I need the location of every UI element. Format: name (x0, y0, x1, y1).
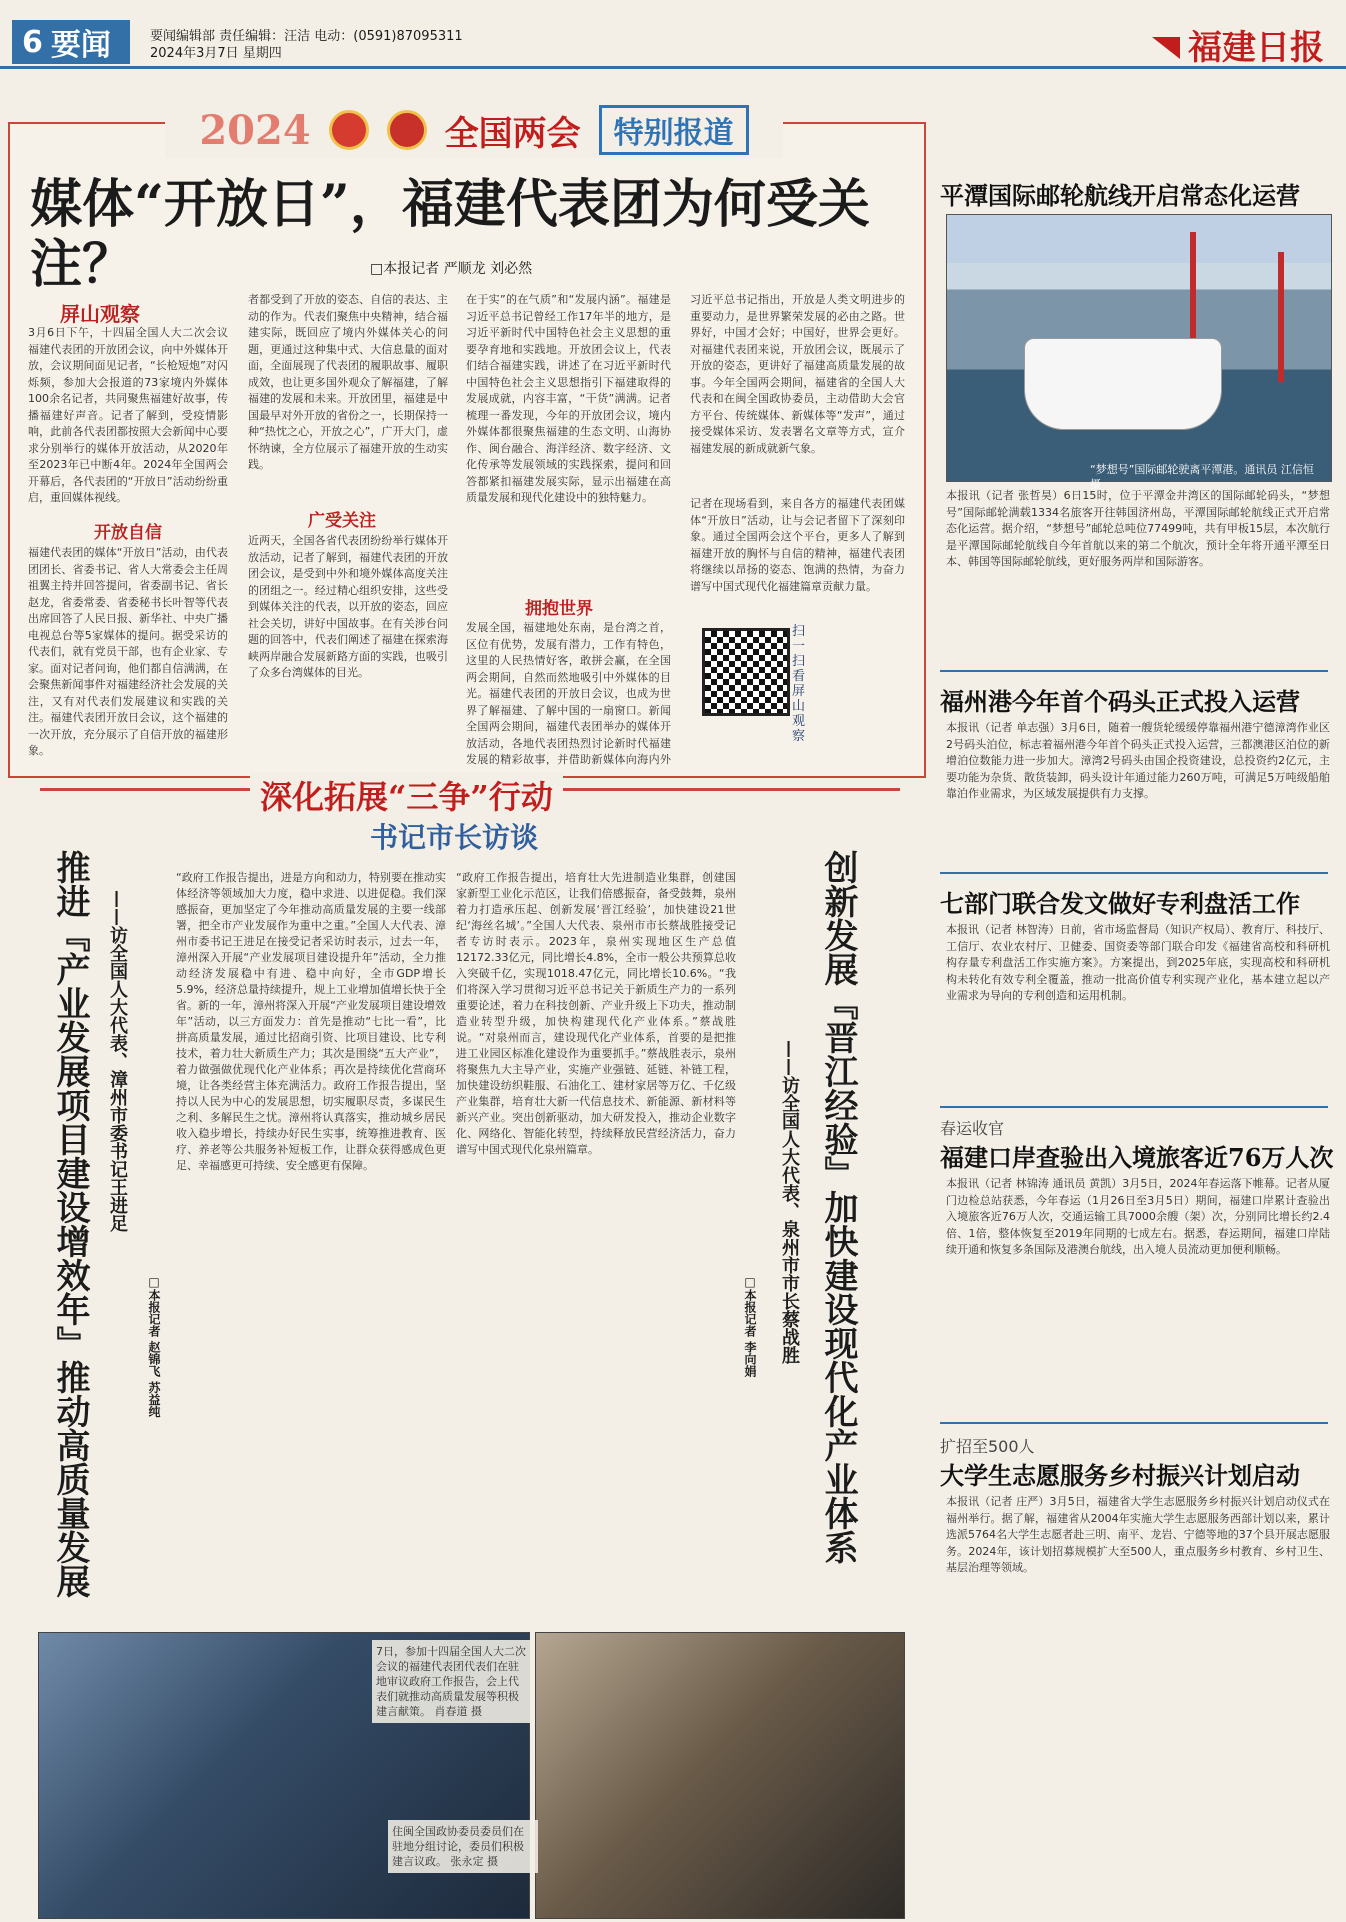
rule-4 (940, 1422, 1328, 1424)
story5-body: 本报讯（记者 庄严）3月5日，福建省大学生志愿服务乡村振兴计划启动仪式在福州举行。据了解，福建省从2004年实施大学生志愿服务西部计划以来，累计选派5764名大学生志愿者赴三明、南平、龙岩、宁德等地的37个县开展志愿服务。2024年，该计划招募规模扩大至500人，重点服务乡村教育、乡村卫生、基层治理等领域。 (946, 1495, 1330, 1574)
qr-caption: 扫一扫 看屏山观察 (792, 624, 806, 744)
zhangzhou-subtitle: ——访全国人大代表、漳州市委书记王进足 (107, 890, 128, 1232)
newspaper-logo (1152, 20, 1324, 69)
story4-kicker: 春运收官 (940, 1119, 1005, 1138)
lead-col3: 在于实”的在气质”和“发展内涵”。福建是习近平总书记曾经工作17年半的地方，是习近平新时代中国特色社会主义思想的重要孕育地和实践地。开放团会议上，代表们结合福建实践，讲述了在习近平新时代中国特色社会主义思想指引下福建取得的发展成就，内容丰富，“干货”满满。记者梳理一番发现，今年的开放团会议，境内外媒体都很聚焦福建的生态文明、山海协作、闽台融合、海洋经济、数字经济、文化传承等发展领域的实践探索，提问和回答都紧扣福建发展实际，显示出福建在高质量发展和现代化建设中的独特魅力。 (466, 293, 671, 504)
banner-title: 全国两会 (444, 113, 581, 154)
date-line: 2024年3月7日 星期四 (150, 46, 282, 61)
special-report-banner (165, 102, 783, 158)
lead-col1b: 福建代表团的媒体“开放日”活动，由代表团团长、省委书记、省人大常委会主任周祖翼主持并回答提问，省委副书记、省长赵龙，省委常委、省委秘书长叶智等代表出席回答了人民日报、新华社、中央广播电视总台等5家媒体的提问。据受采访的代表们，就有党员干部，也有企业家、专家。面对记者问询，他们都自信满满，在会聚焦新闻事件对福建经济社会发展的关注，又有对代表们发展建议和实践的关注。福建代表团开放日会议，这个福建的一次开放，充分展示了自信开放的福建形象。 (28, 546, 228, 757)
banner-year: 2024 (199, 106, 311, 154)
story5-title: 大学生志愿服务乡村振兴计划启动 (940, 1461, 1300, 1490)
lead-col4b: 记者在现场看到，来自各方的福建代表团媒体“开放日”活动，让与会记者留下了深刻印象。通过全国两会这个平台，更多人了解到福建开放的胸怀与自信的精神，福建代表团将继续以昂扬的姿态、饱满的热情，为奋力谱写中国式现代化福建篇章贡献力量。 (690, 497, 905, 593)
story4-title: 福建口岸查验出入境旅客近76万人次 (940, 1143, 1334, 1172)
page-section-label (12, 20, 130, 64)
lead-headline: 媒体“开放日”，福建代表团为何受关注？ (30, 174, 870, 295)
page-number: 6 (22, 24, 43, 60)
story5-kicker: 扩招至500人 (940, 1437, 1035, 1456)
story1-photo-caption: “梦想号”国际邮轮驶离平潭港。通讯员 江信恒 摄 (1090, 463, 1314, 491)
rule-2 (940, 872, 1328, 874)
story1-body: 本报讯（记者 张哲昊）6日15时，位于平潭金井湾区的国际邮轮码头，“梦想号”国际邮轮满载1334名旅客开往韩国济州岛，平潭国际邮轮航线正式开启常态化运营。据介绍，“梦想号”邮轮总吨位77499吨，共有甲板15层，本次航行是平潭国际邮轮航线自今年首航以来的第二个航次，预计全年将开通平潭至日本、韩国等国际邮轮航线，更好服务两岸和国际游客。 (946, 489, 1330, 568)
quanzhou-byline: □本报记者 李向娟 (743, 1275, 757, 1378)
logo-triangle-icon (1152, 37, 1180, 59)
crane-shape-2 (1278, 252, 1284, 382)
story4-body: 本报讯（记者 林锦涛 通讯员 黄凯）3月5日，2024年春运落下帷幕。记者从厦门边检总站获悉，今年春运（1月26日至3月5日）期间，福建口岸累计查验出入境旅客近76万人次，交通运输工具7000余艘（架）次，分别同比增长约2.4倍、1倍，整体恢复至2019年同期的七成左右。据悉，春运期间，福建口岸陆续开通和恢复多条国际及港澳台航线，出入境人员流动更加便利顺畅。 (946, 1177, 1330, 1256)
rule-3 (940, 1106, 1328, 1108)
story3-title: 七部门联合发文做好专利盘活工作 (940, 889, 1300, 918)
zhangzhou-title: 推进『产业发展项目建设增效年』推动高质量发展 (50, 850, 90, 1598)
cruise-ship-shape (1024, 338, 1222, 430)
zhangzhou-body: “政府工作报告提出，进是方向和动力，特别要在推动实体经济等领域加大力度，稳中求进、以进促稳。我们深感振奋，更加坚定了今年推动高质量发展的主要一线部署，把全市产业发展作为重中之重。”全国人大代表、漳州市委书记王进足在接受记者采访时表示，过去一年，漳州深入开展“产业发展项目建设提升年”活动，全力推动经济发展稳中有进、稳中向好，全市GDP增长5.9%，经济总量持续提升，规上工业增加值增长快于全省。新的一年，漳州将深入开展“产业发展项目建设增效年”活动，以三方面发力：首先是推动“七比一看”，比拼高质量发展，通过比招商引资、比项目建设、比专利技术，着力壮大新质生产力；其次是围绕“五大产业”，着力做强做优现代化产业体系；再次是持续优化营商环境，让各类经营主体充满活力。政府工作报告提出，坚持以人民为中心的发展思想，切实履职尽责，多谋民生之利、多解民生之忧。漳州将认真落实，推动城乡居民收入稳步增长，持续办好民生实事，统筹推进教育、医疗、养老等公共服务补短板工作，让群众获得感成色更足、幸福感更可持续、安全感更有保障。 (176, 871, 446, 1172)
section-tag-attention: 广受关注 (308, 511, 376, 531)
lead-col4: 习近平总书记指出，开放是人类文明进步的重要动力，是世界繁荣发展的必由之路。世界好，中国才会好；中国好，世界会更好。对福建代表团来说，开放团会议，既展示了开放的姿态，更讲好了福建高质量发展的故事。今年全国两会期间，福建省的全国人大代表和在闽全国政协委员，主动借助大会官方平台、传统媒体、新媒体等“发声”，通过接受媒体采访、发表署名文章等方式，宣介福建发展的新成就新气象。 (690, 293, 905, 455)
zhangzhou-byline: □本报记者 赵锦飞 苏益纯 (147, 1275, 161, 1418)
lead-col2: 者都受到了开放的姿态、自信的表达、主动的作为。代表们聚焦中央精神，结合福建实际，既回应了境内外媒体关心的问题，更通过这种集中式、大信息量的面对面，全面展现了代表团的履职故事、履职成效，也让更多国外观众了解福建，了解福建的发展和未来。开放团里，福建是中国最早对外开放的省份之一，长期保持一种“热忱之心，开放之心”，广开大门，虚怀纳谏，全方位展示了福建开放的生动实践。 (248, 293, 448, 471)
section-tag-confidence: 开放自信 (94, 523, 162, 543)
lead-byline: □本报记者 严顺龙 刘必然 (370, 261, 533, 277)
lead-col2b: 近两天，全国各省代表团纷纷举行媒体开放活动，记者了解到，福建代表团的开放团会议，是受到中外和境外媒体高度关注的团组之一。经过精心组织安排，这些受到媒体关注的代表，以开放的姿态，回应社会关切，讲好中国故事。在有关涉台问题的回答中，代表们阐述了福建在探索海峡两岸融合发展新路方面的实践，也吸引了众多台湾媒体的目光。 (248, 534, 448, 679)
quanzhou-body: “政府工作报告提出，培育壮大先进制造业集群，创建国家新型工业化示范区，让我们倍感振奋，备受鼓舞，泉州着力打造承压起、创新发展‘晋江经验’，加快建设21世纪‘海丝名城’。”全国人大代表、泉州市市长蔡战胜接受记者专访时表示。2023年，泉州实现地区生产总值12172.33亿元，同比增长4.8%，全市一般公共预算总收入突破千亿，实现1018.47亿元，同比增长10.6%。“我们将深入学习贯彻习近平总书记关于新质生产力的一系列重要论述，着力在科技创新、产业升级上下功夫，推动制造业转型升级，加快构建现代化产业体系。”蔡战胜说。“对泉州而言，建设现代化产业体系，首要的是把推进工业园区标准化建设作为重要抓手。”蔡战胜表示，泉州将聚焦九大主导产业，实施产业强链、延链、补链工程，加快建设纺织鞋服、石油化工、建材家居等万亿、千亿级产业集群，培育壮大新一代信息技术、新能源、新材料等新兴产业。突出创新驱动，加大研发投入，推动企业数字化、网络化、智能化转型，持续释放民营经济活力，奋力谱写中国式现代化泉州篇章。 (456, 871, 736, 1156)
photo-caption-1 (372, 1640, 530, 1723)
cppcc-emblem-icon (387, 110, 427, 150)
photo-credit-2: 张永定 摄 (450, 1855, 498, 1868)
section-name: 要闻 (50, 28, 111, 63)
photo-credit-1: 肖春道 摄 (434, 1705, 482, 1718)
lead-col3b: 发展全国，福建地处东南，是台湾之首，区位有优势，发展有潜力，工作有特色，这里的人民热情好客，敢拼会赢，在全国两会期间，自然而然地吸引中外媒体的目光。福建代表团的开放日会议，也成为世界了解福建、了解中国的一扇窗口。新闻全国两会期间，福建代表团举办的媒体开放活动，各地代表团热烈讨论新时代福建发展的精彩故事，并借助新媒体向海内外 (466, 621, 671, 765)
series-subtitle: 书记市长访谈 (370, 821, 539, 854)
photo-caption-2-text: 住闽全国政协委员委员们在驻地分组讨论，委员们积极建言议政。 (392, 1825, 524, 1868)
rule-1 (940, 670, 1328, 672)
logo-text: 福建日报 (1188, 28, 1324, 68)
delegation-photo-2 (535, 1632, 905, 1919)
series-title: 深化拓展“三争”行动 (250, 772, 563, 818)
section-tag-pingshan: 屏山观察 (60, 302, 140, 326)
banner-box-label: 特别报道 (599, 105, 749, 155)
page-meta (150, 28, 463, 62)
photo-caption-2 (388, 1820, 538, 1873)
section-tag-world: 拥抱世界 (525, 599, 593, 619)
quanzhou-subtitle: ——访全国人大代表、泉州市市长蔡战胜 (779, 1040, 800, 1364)
quanzhou-title: 创新发展『晋江经验』加快建设现代化产业体系 (818, 850, 858, 1564)
story1-title: 平潭国际邮轮航线开启常态化运营 (940, 181, 1300, 210)
photo-caption-1-text: 7日，参加十四届全国人大二次会议的福建代表团代表们在驻地审议政府工作报告，会上代表们就推动高质量发展等积极建言献策。 (376, 1645, 526, 1718)
editor-line: 要闻编辑部 责任编辑：汪洁 电动：(0591)87095311 (150, 29, 463, 44)
emblem-icon (329, 110, 369, 150)
qr-code[interactable] (702, 628, 790, 716)
story2-body: 本报讯（记者 单志强）3月6日，随着一艘货轮缓缓停靠福州港宁德漳湾作业区2号码头泊位，标志着福州港今年首个码头正式投入运营，三都澳港区泊位的新增泊位数能力进一步加大。漳湾2号码头由国企投资建设，总投资约2亿元，主要功能为杂货、散货装卸，码头设计年通过能力260万吨，可满足5万吨级船舶靠泊作业需求，为区域发展提供有力支撑。 (946, 721, 1330, 800)
story2-title: 福州港今年首个码头正式投入运营 (940, 687, 1300, 716)
lead-col1: 3月6日下午，十四届全国人大二次会议福建代表团的开放团会议，向中外媒体开放，会议期间面见记者，“长枪短炮”对闪烁频，参加大会报道的73家境内外媒体100余名记者，共同聚焦福建好故事，传播福建好声音。记者了解到，受疫情影响，此前各代表团都按照大会新闻中心要求分别举行的媒体开放活动，从2020年至2023年已中断4年。2024年全国两会开幕后，各代表团的“开放日”活动纷纷重启，重回媒体视线。 (28, 326, 228, 504)
story3-body: 本报讯（记者 林智涛）日前，省市场监督局（知识产权局）、教育厅、科技厅、工信厅、农业农村厅、卫健委、国资委等部门联合印发《福建省高校和科研机构存量专利盘活工作实施方案》。方案提出，到2025年底，实现高校和科研机构未转化有效专利全覆盖，推动一批高价值专利实现产业化，基本建立起以产业需求为导向的专利创造和运用机制。 (946, 923, 1330, 1002)
